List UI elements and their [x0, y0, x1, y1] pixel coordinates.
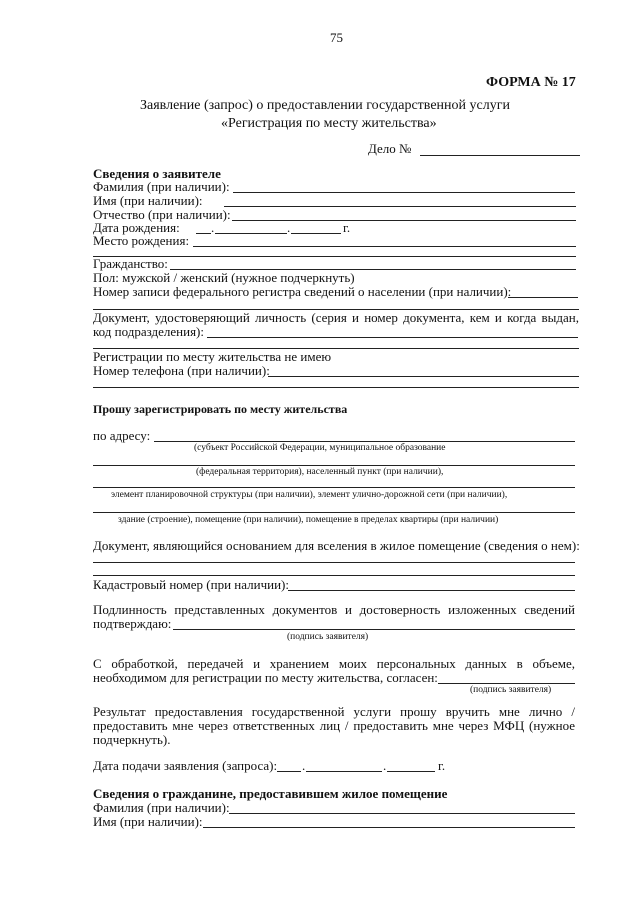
provider-heading: Сведения о гражданине, предоставившем жилое помещение — [93, 786, 448, 801]
address-hint-3: элемент планировочной структуры (при наличии), элемент улично-дорожной сети (при наличии), — [111, 490, 508, 500]
submit-month-field[interactable] — [306, 771, 382, 772]
phone-field-2[interactable] — [93, 387, 579, 388]
consent-line-2: необходимом для регистрации по месту жительства, согласен: — [93, 670, 438, 685]
address-hint-2: (федеральная территория), населенный пункт (при наличии), — [196, 467, 444, 477]
no-registration-label: Регистрации по месту жительства не имею — [93, 349, 332, 364]
title-line-2: «Регистрация по месту жительства» — [221, 116, 437, 131]
birth-date-sep-1: . — [211, 220, 215, 235]
authenticity-line-2: подтверждаю: — [93, 616, 172, 631]
signature-hint-1: (подпись заявителя) — [287, 632, 369, 642]
id-document-line-2: код подразделения): — [93, 324, 204, 339]
submit-year-field[interactable] — [387, 771, 435, 772]
cadastral-field[interactable] — [288, 590, 575, 591]
page-number: 75 — [330, 30, 343, 45]
consent-line-1: С обработкой, передачей и хранением моих персональных данных в объеме, — [93, 656, 575, 671]
birth-date-label: Дата рождения: — [93, 220, 180, 235]
birth-year-suffix: г. — [343, 220, 351, 235]
id-document-field[interactable] — [207, 337, 578, 338]
birth-place-field[interactable] — [193, 246, 576, 247]
authenticity-line-1: Подлинность представленных документов и достоверность изложенных сведений — [93, 602, 575, 617]
provider-surname-label: Фамилия (при наличии): — [93, 800, 230, 815]
signature-field-2[interactable] — [438, 683, 575, 684]
signature-field-1[interactable] — [173, 629, 575, 630]
address-hint-4: здание (строение), помещение (при наличии), помещение в пределах квартиры (при наличии) — [118, 515, 499, 525]
sex-label: Пол: мужской / женский (нужное подчеркнуть) — [93, 270, 355, 285]
surname-field[interactable] — [233, 192, 575, 193]
signature-hint-2: (подпись заявителя) — [470, 685, 552, 695]
citizenship-label: Гражданство: — [93, 256, 168, 271]
cadastral-label: Кадастровый номер (при наличии): — [93, 577, 289, 592]
submit-date-sep-1: . — [302, 758, 306, 773]
basis-document-field-2[interactable] — [93, 575, 575, 576]
applicant-heading: Сведения о заявителе — [93, 166, 221, 181]
patronymic-label: Отчество (при наличии): — [93, 207, 231, 222]
surname-label: Фамилия (при наличии): — [93, 179, 230, 194]
request-heading: Прошу зарегистрировать по месту жительства — [93, 402, 348, 416]
name-field[interactable] — [224, 206, 576, 207]
result-line-2: предоставить мне через ответственных лиц / предоставить мне через МФЦ (нужное — [93, 718, 575, 733]
case-number-field[interactable] — [420, 155, 580, 156]
form-label: ФОРМА № 17 — [486, 75, 576, 90]
provider-name-field[interactable] — [203, 827, 575, 828]
birth-year-field[interactable] — [291, 233, 341, 234]
basis-document-label: Документ, являющийся основанием для вселения в жилое помещение (сведения о нем): — [93, 538, 580, 553]
address-field-3[interactable] — [93, 487, 575, 488]
submit-date-sep-2: . — [383, 758, 387, 773]
address-field-1[interactable] — [154, 441, 575, 442]
basis-document-field-1[interactable] — [93, 562, 575, 563]
birth-day-field[interactable] — [196, 233, 211, 234]
title-line-1: Заявление (запрос) о предоставлении государственной услуги — [140, 98, 510, 113]
birth-place-label: Место рождения: — [93, 233, 190, 248]
birth-date-sep-2: . — [287, 220, 291, 235]
registry-field[interactable] — [508, 297, 578, 298]
name-label: Имя (при наличии): — [93, 193, 203, 208]
id-document-line-1: Документ, удостоверяющий личность (серия и номер документа, кем и когда выдан, — [93, 310, 579, 325]
address-label: по адресу: — [93, 428, 151, 443]
patronymic-field[interactable] — [232, 220, 576, 221]
phone-field[interactable] — [268, 376, 579, 377]
result-line-1: Результат предоставления государственной услуги прошу вручить мне лично / — [93, 704, 575, 719]
birth-month-field[interactable] — [215, 233, 287, 234]
submit-day-field[interactable] — [277, 771, 301, 772]
provider-surname-field[interactable] — [229, 813, 575, 814]
phone-label: Номер телефона (при наличии): — [93, 363, 270, 378]
provider-name-label: Имя (при наличии): — [93, 814, 203, 829]
result-line-3: подчеркнуть). — [93, 732, 171, 747]
address-field-4[interactable] — [93, 512, 575, 513]
case-number-label: Дело № — [368, 141, 412, 156]
submit-year-suffix: г. — [438, 758, 446, 773]
address-hint-1: (субъект Российской Федерации, муниципальное образование — [194, 443, 446, 453]
submit-date-label: Дата подачи заявления (запроса): — [93, 758, 278, 773]
registry-label: Номер записи федерального регистра сведений о населении (при наличии): — [93, 284, 512, 299]
address-field-2[interactable] — [93, 465, 575, 466]
